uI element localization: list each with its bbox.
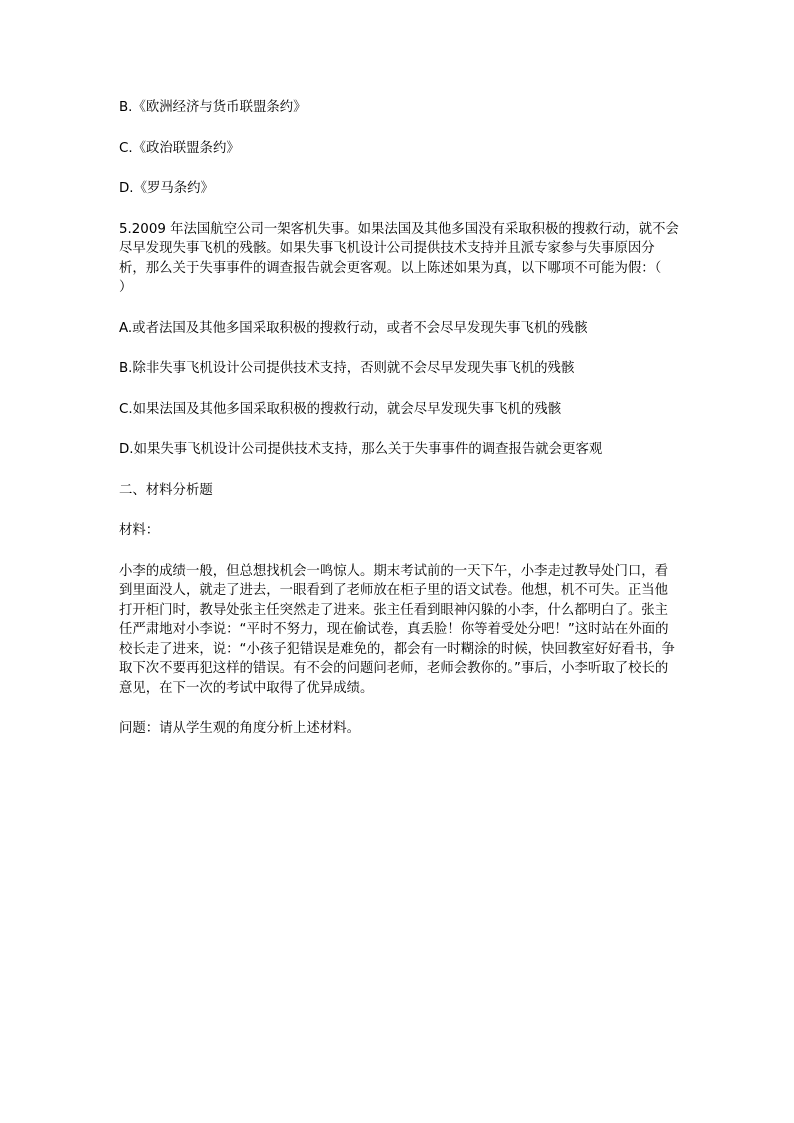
q5-option-d: D.如果失事飞机设计公司提供技术支持，那么关于失事事件的调查报告就会更客观: [119, 442, 603, 457]
analysis-question: 问题：请从学生观的角度分析上述材料。: [119, 721, 361, 736]
q5-stem: 5.2009 年法国航空公司一架客机失事。如果法国及其他多国没有采取积极的搜救行动，就不会尽早发现失事飞机的残骸。如果失事飞机设计公司提供技术支持并且派专家参与失事原因分析，那么关于失事事件的调查报告就会更客观。以上陈述如果为真，以下哪项不可能为假：（ ）: [119, 221, 679, 295]
q4-option-c: C.《政治联盟条约》: [119, 140, 240, 156]
q4-option-d: D.《罗马条约》: [119, 181, 214, 196]
material-label: 材料：: [119, 523, 160, 538]
section-heading: 二、材料分析题: [119, 482, 213, 498]
q5-option-a: A.或者法国及其他多国采取积极的搜救行动，或者不会尽早发现失事飞机的残骸: [119, 320, 588, 336]
document-body: [119, 98, 679, 739]
q4-option-b: B.《欧洲经济与货币联盟条约》: [119, 100, 307, 115]
material-text: 小李的成绩一般，但总想找机会一鸣惊人。期末考试前的一天下午，小李走过教导处门口，看到里面没人，就走了进去，一眼看到了老师放在柜子里的语文试卷。他想，机不可失。正当他打开柜门时，教导处张主任突然走了进来。张主任看到眼神闪躲的小李，什么都明白了。张主任严肃地对小李说：“平时不努力，现在偷试卷，真丢脸！你等着受处分吧！”这时站在外面的校长走了进来，说：“小孩子犯错误是难免的，都会有一时糊涂的时候，快回教室好好看书，争取下次不要再犯这样的错误。有不会的问题问老师，老师会教你的。”事后，小李听取了校长的意见，在下一次的考试中取得了优异成绩。: [119, 563, 675, 696]
q5-option-b: B.除非失事飞机设计公司提供技术支持，否则就不会尽早发现失事飞机的残骸: [119, 361, 575, 376]
q5-option-c: C.如果法国及其他多国采取积极的搜救行动，就会尽早发现失事飞机的残骸: [119, 401, 562, 417]
